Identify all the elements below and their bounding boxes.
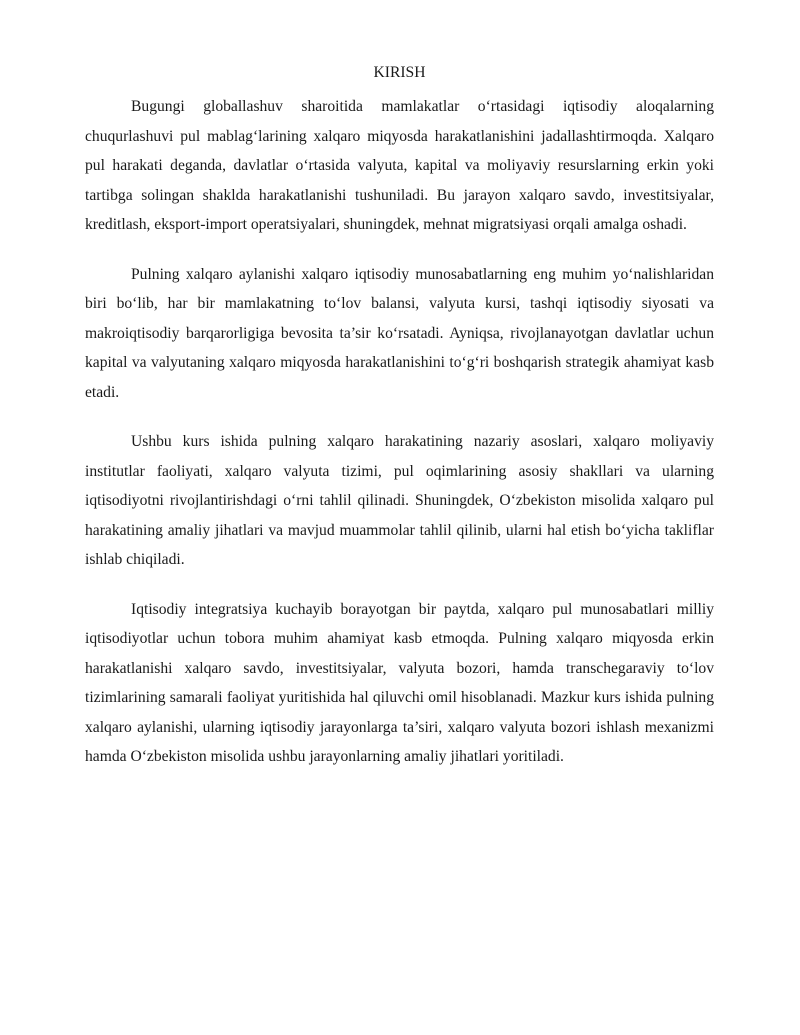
page-title: KIRISH [373, 64, 426, 81]
paragraph-3: Ushbu kurs ishida pulning xalqaro harakatining nazariy asoslari, xalqaro moliyaviy institutlar faoliyati, xalqaro valyuta tizimi, pul oqimlarining asosiy shakllari va ularning iqtisodiyotni rivojlantirishdagi o‘rni tahlil qilinadi. Shuningdek, O‘zbekiston misolida xalqaro pul harakatining amaliy jihatlari va mavjud muammolar tahlil qilinib, ularni hal etish bo‘yicha takliflar ishlab chiqiladi. [85, 433, 714, 568]
paragraph-2: Pulning xalqaro aylanishi xalqaro iqtisodiy munosabatlarning eng muhim yo‘nalishlaridan biri bo‘lib, har bir mamlakatning to‘lov balansi, valyuta kursi, tashqi iqtisodiy siyosati va makroiqtisodiy barqarorligiga bevosita ta’sir ko‘rsatadi. Ayniqsa, rivojlanayotgan davlatlar uchun kapital va valyutaning xalqaro miqyosda harakatlanishini to‘g‘ri boshqarish strategik ahamiyat kasb etadi. [85, 265, 714, 401]
document-page [85, 62, 714, 792]
paragraph-1: Bugungi globallashuv sharoitida mamlakatlar o‘rtasidagi iqtisodiy aloqalarning chuqurlashuvi pul mablag‘larining xalqaro miqyosda harakatlanishini jadallashtirmoqda. Xalqaro pul harakati deganda, davlatlar o‘rtasida valyuta, kapital va moliyaviy resurslarning erkin yoki tartibga solingan shaklda harakatlanishi tushuniladi. Bu jarayon xalqaro savdo, investitsiyalar, kreditlash, eksport-import operatsiyalari, shuningdek, mehnat migratsiyasi orqali amalga oshadi. [85, 98, 714, 233]
paragraph-4: Iqtisodiy integratsiya kuchayib borayotgan bir paytda, xalqaro pul munosabatlari milliy iqtisodiyotlar uchun tobora muhim ahamiyat kasb etmoqda. Pulning xalqaro miqyosda erkin harakatlanishi xalqaro savdo, investitsiyalar, valyuta bozori, hamda transchegaraviy to‘lov tizimlarining samarali faoliyat yuritishida hal qiluvchi omil hisoblanadi. Mazkur kurs ishida pulning xalqaro aylanishi, ularning iqtisodiy jarayonlarga ta’siri, xalqaro valyuta bozori ishlash mexanizmi hamda O‘zbekiston misolida ushbu jarayonlarning amaliy jihatlari yoritiladi. [85, 600, 714, 765]
